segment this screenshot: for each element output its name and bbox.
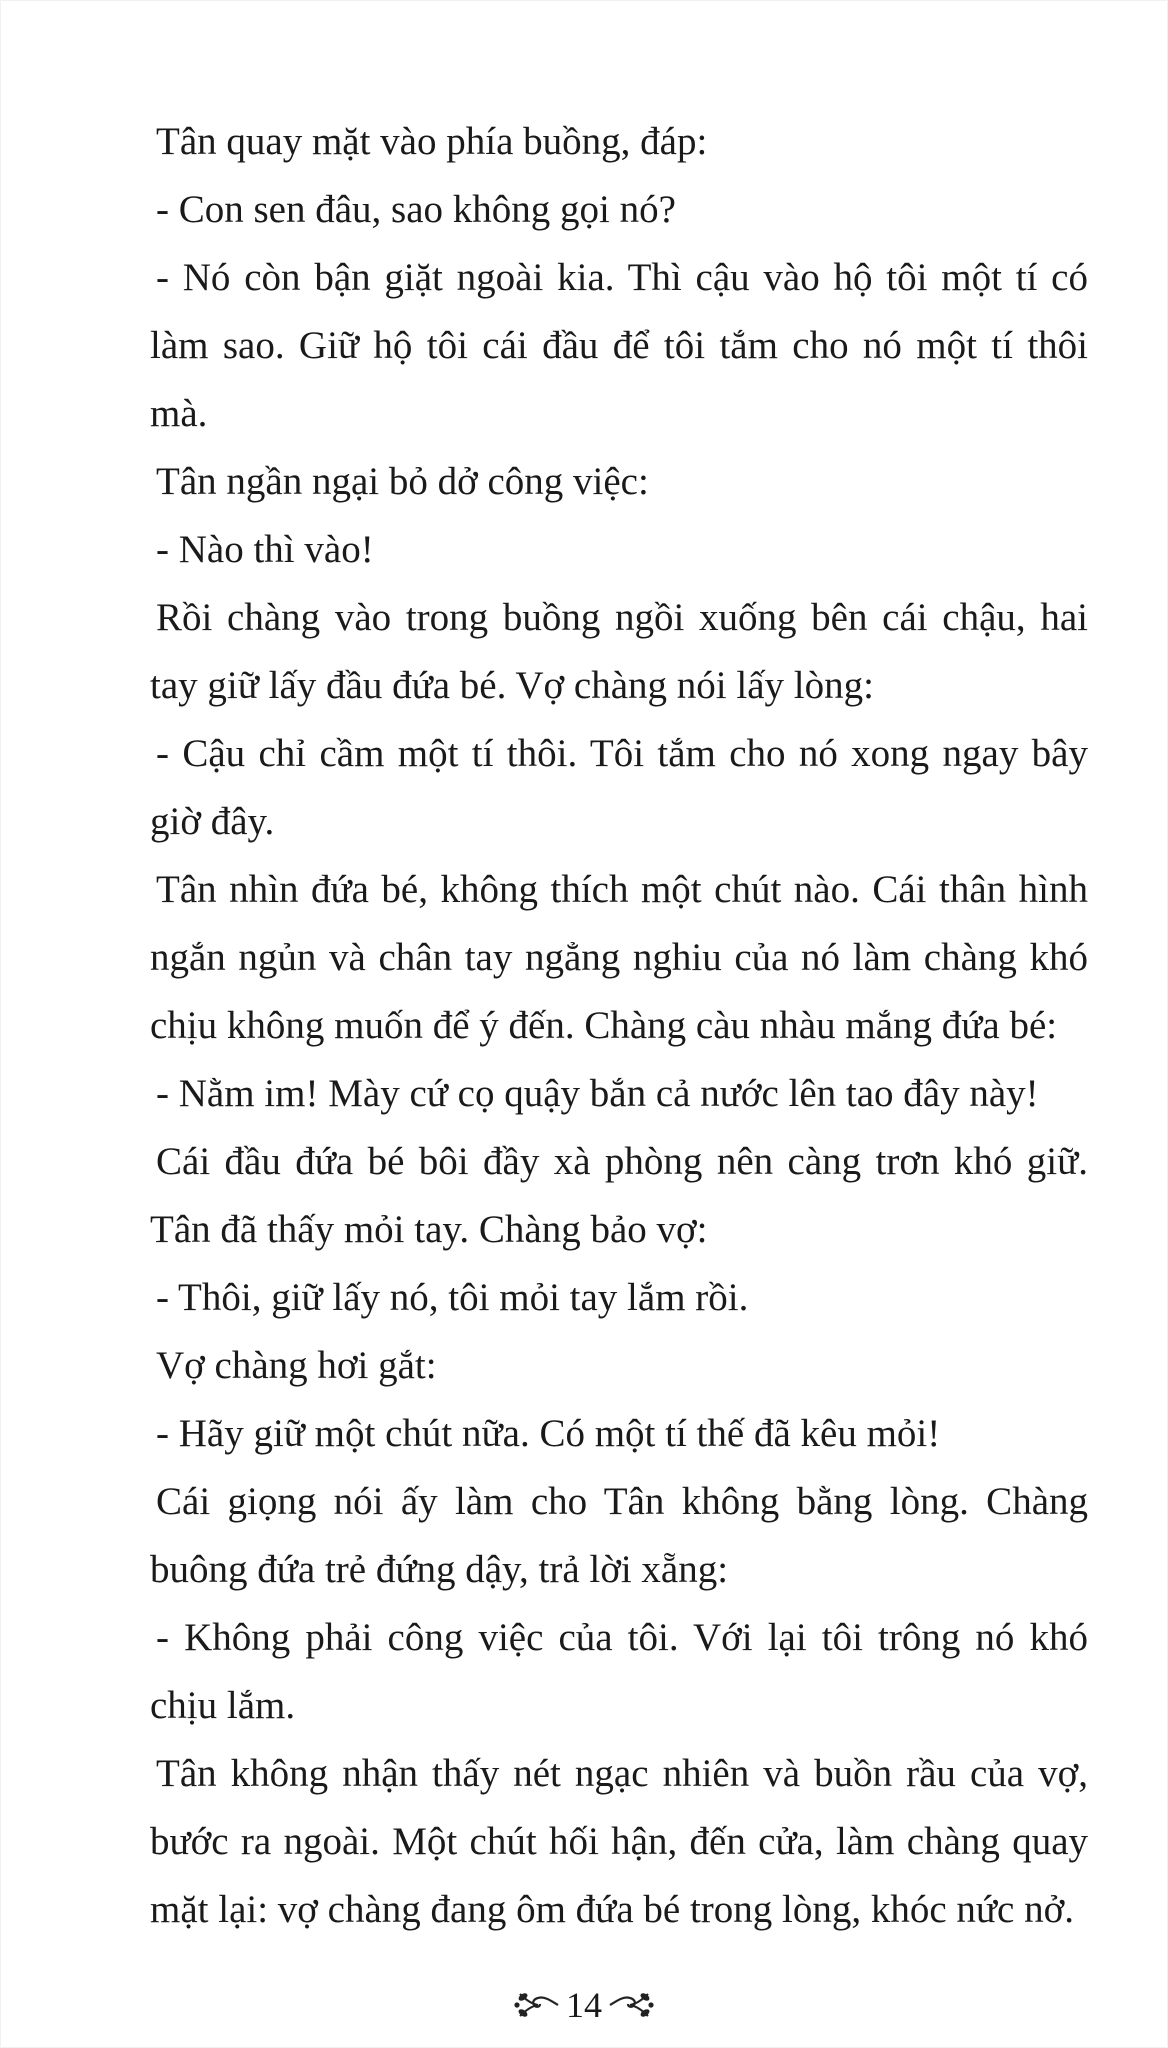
paragraph: - Thôi, giữ lấy nó, tôi mỏi tay lắm rồi. [156,1276,749,1319]
paragraph: Tân không nhận thấy nét ngạc nhiên và buồn rầu của vợ, bước ra ngoài. Một chút hối hận, đến cửa, làm chàng quay mặt lại: vợ chàng đang ôm đứa bé trong lòng, khóc nức nở. [150,1752,1088,1931]
paragraph: Cái đầu đứa bé bôi đầy xà phòng nên càng trơn khó giữ. Tân đã thấy mỏi tay. Chàng bảo vợ: [150,1140,1088,1251]
paragraph: - Con sen đâu, sao không gọi nó? [156,188,676,231]
paragraph: Tân nhìn đứa bé, không thích một chút nào. Cái thân hình ngắn ngủn và chân tay ngẳng nghiu của nó làm chàng khó chịu không muốn để ý đến. Chàng càu nhàu mắng đứa bé: [150,868,1088,1047]
flourish-left-icon [514,1990,560,2020]
paragraph: Vợ chàng hơi gắt: [156,1344,437,1387]
paragraph: - Nó còn bận giặt ngoài kia. Thì cậu vào hộ tôi một tí có làm sao. Giữ hộ tôi cái đầu để tôi tắm cho nó một tí thôi mà. [150,256,1088,435]
paragraph: Tân quay mặt vào phía buồng, đáp: [156,120,708,163]
flourish-right-icon [608,1990,654,2020]
page-number: 14 [566,1985,602,2025]
paragraph: Cái giọng nói ấy làm cho Tân không bằng lòng. Chàng buông đứa trẻ đứng dậy, trả lời xẵng: [150,1480,1088,1591]
page-footer [0,1985,1168,2025]
paragraph: Tân ngần ngại bỏ dở công việc: [156,460,649,503]
paragraph: - Nằm im! Mày cứ cọ quậy bắn cả nước lên tao đây này! [156,1072,1039,1115]
paragraph: - Nào thì vào! [156,528,374,571]
paragraph: - Cậu chỉ cầm một tí thôi. Tôi tắm cho nó xong ngay bây giờ đây. [150,732,1088,843]
paragraph: - Không phải công việc của tôi. Với lại tôi trông nó khó chịu lắm. [150,1616,1088,1727]
page-body [150,108,1088,1944]
paragraph: - Hãy giữ một chút nữa. Có một tí thế đã kêu mỏi! [156,1412,941,1455]
paragraph: Rồi chàng vào trong buồng ngồi xuống bên cái chậu, hai tay giữ lấy đầu đứa bé. Vợ chàng nói lấy lòng: [150,596,1088,707]
